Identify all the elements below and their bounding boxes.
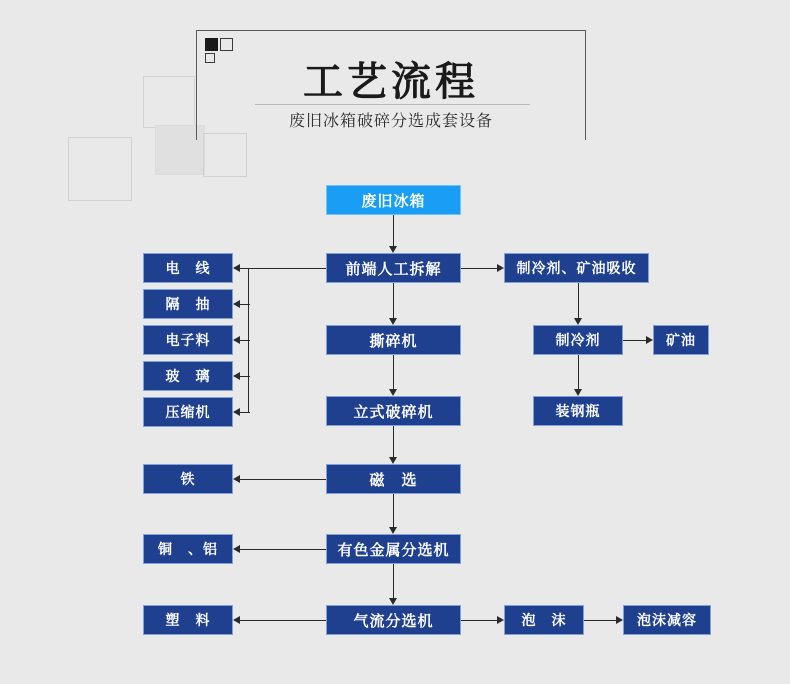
edge-air-to-plastic: [240, 620, 326, 621]
arrow-to-electronic: [233, 336, 240, 344]
arrow-dismantle-to-shredder: [389, 318, 397, 325]
decor-square-2: [68, 137, 132, 201]
edge-crusher-to-magnetic: [393, 426, 394, 457]
node-waste-fridge[interactable]: 废旧冰箱: [326, 185, 461, 215]
edge-to-insulation: [240, 304, 250, 305]
node-refrigerant[interactable]: 制冷剂: [533, 325, 623, 355]
node-electronic-material[interactable]: 电子料: [143, 325, 233, 355]
edge-to-glass: [240, 376, 250, 377]
node-vertical-crusher[interactable]: 立式破碎机: [326, 396, 461, 426]
page-subtitle: 废旧冰箱破碎分选成套设备: [288, 113, 493, 130]
edge-nonferrous-to-copper: [240, 549, 326, 550]
decor-square-1: [143, 76, 195, 128]
arrow-refrigerant-to-cylinder: [574, 389, 582, 396]
node-nonferrous-separator[interactable]: 有色金属分选机: [326, 534, 461, 564]
node-refrigerant-oil-absorption[interactable]: 制冷剂、矿油吸收: [504, 253, 649, 283]
page-title: 工艺流程: [303, 59, 479, 104]
edge-magnetic-to-nonferrous: [393, 494, 394, 527]
node-mineral-oil[interactable]: 矿油: [653, 325, 709, 355]
node-iron[interactable]: 铁: [143, 464, 233, 494]
arrow-foam-to-reduction: [616, 616, 623, 624]
node-insulation[interactable]: 隔 抽: [143, 289, 233, 319]
arrow-magnetic-to-nonferrous: [389, 527, 397, 534]
node-wire[interactable]: 电 线: [143, 253, 233, 283]
arrow-to-compressor: [233, 408, 240, 416]
arrow-refrigerant-to-oil: [646, 336, 653, 344]
arrow-nonferrous-to-copper: [233, 545, 240, 553]
arrow-to-wire: [233, 264, 240, 272]
node-copper-aluminium[interactable]: 铜 、铝: [143, 534, 233, 564]
arrow-crusher-to-magnetic: [389, 457, 397, 464]
edge-to-compressor: [240, 412, 250, 413]
node-glass[interactable]: 玻 璃: [143, 361, 233, 391]
arrow-nonferrous-to-air: [389, 598, 397, 605]
edge-dismantle-to-absorption: [461, 268, 497, 269]
arrow-air-to-plastic: [233, 616, 240, 624]
node-manual-dismantle[interactable]: 前端人工拆解: [326, 253, 461, 283]
arrow-air-to-foam: [497, 616, 504, 624]
node-shredder[interactable]: 撕碎机: [326, 325, 461, 355]
edge-refrigerant-to-cylinder: [578, 355, 579, 389]
arrow-to-insulation: [233, 300, 240, 308]
edge-shredder-to-crusher: [393, 355, 394, 389]
arrow-absorption-to-refrigerant: [574, 318, 582, 325]
edge-air-to-foam: [461, 620, 497, 621]
edge-refrigerant-to-oil: [623, 340, 646, 341]
arrow-to-glass: [233, 372, 240, 380]
node-magnetic-separation[interactable]: 磁 选: [326, 464, 461, 494]
node-compressor[interactable]: 压缩机: [143, 397, 233, 427]
node-cylinder-filling[interactable]: 装钢瓶: [533, 396, 623, 426]
arrow-fridge-to-dismantle: [389, 246, 397, 253]
arrow-magnetic-to-iron: [233, 475, 240, 483]
edge-magnetic-to-iron: [240, 479, 326, 480]
edge-dismantle-to-shredder: [393, 283, 394, 318]
arrow-shredder-to-crusher: [389, 389, 397, 396]
edge-to-electronic: [240, 340, 250, 341]
edge-nonferrous-to-air: [393, 564, 394, 598]
edge-fridge-to-dismantle: [393, 215, 394, 246]
edge-dismantle-left-stub: [248, 268, 326, 269]
edge-to-wire: [240, 268, 250, 269]
arrow-dismantle-to-absorption: [497, 264, 504, 272]
edge-foam-to-reduction: [584, 620, 616, 621]
title-divider: [255, 104, 530, 105]
node-air-separator[interactable]: 气流分选机: [326, 605, 461, 635]
node-plastic[interactable]: 塑 料: [143, 605, 233, 635]
node-foam-reduction[interactable]: 泡沫减容: [623, 605, 711, 635]
edge-absorption-to-refrigerant: [578, 283, 579, 318]
node-foam[interactable]: 泡 沫: [504, 605, 584, 635]
